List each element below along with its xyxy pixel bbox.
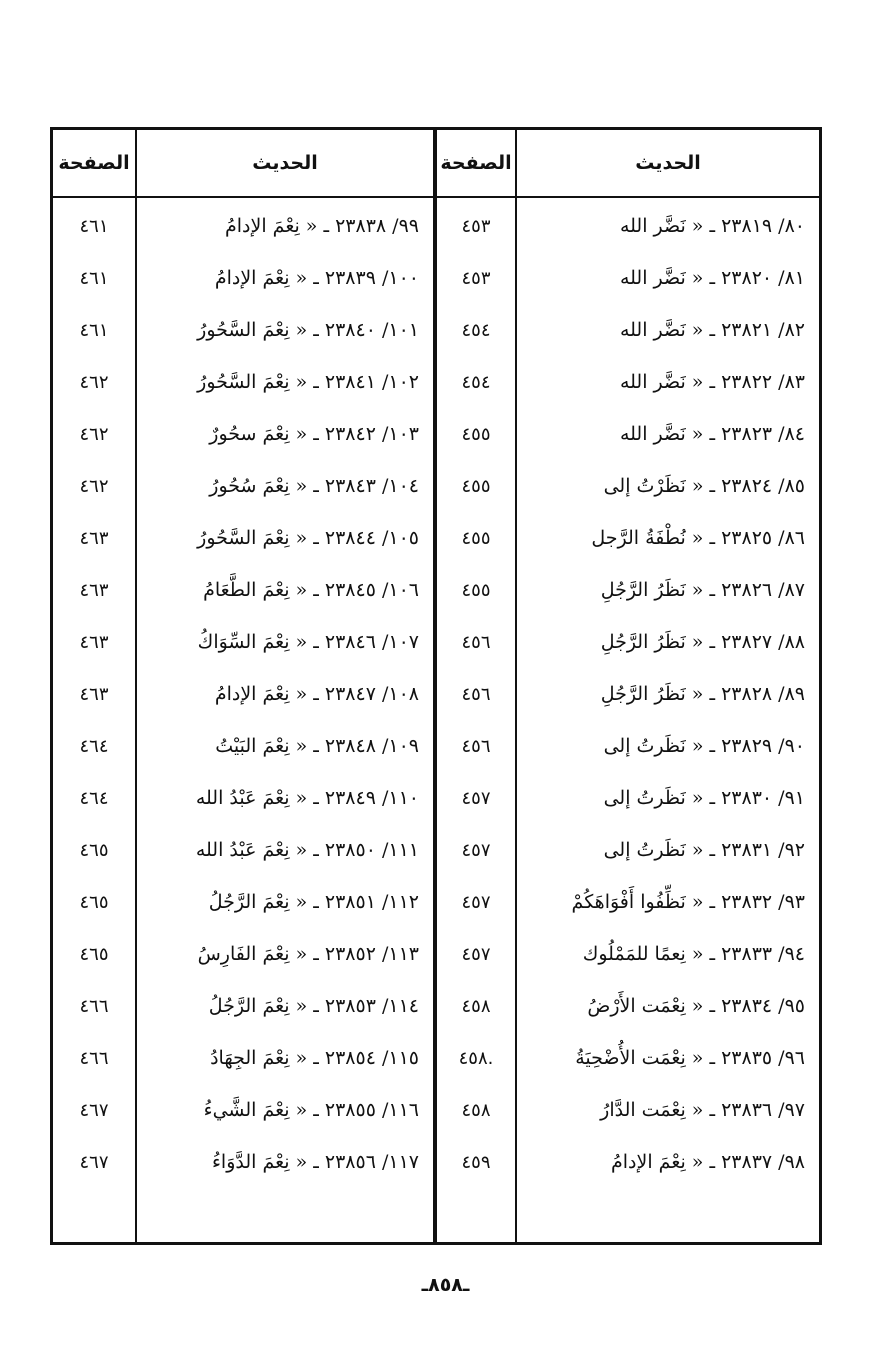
right-page-number: ٤٥٨ [461,995,491,1017]
right-page-number: ٤٥٣ [461,267,491,289]
right-page-number: ٤٥٦ [461,735,491,757]
left-hadith-entry: ١٠٧/ ٢٣٨٤٦ ـ « نِعْمَ السِّوَاكُ [197,631,419,653]
left-hadith-entry: ١٠١/ ٢٣٨٤٠ ـ « نِعْمَ السَّحُورُ [197,319,419,341]
left-hadith-entry: ١١٦/ ٢٣٨٥٥ ـ « نِعْمَ الشَّيءُ [203,1099,419,1121]
left-page-number: ٤٦٣ [79,631,109,653]
left-hadith-entry: ١٠٩/ ٢٣٨٤٨ ـ « نِعْمَ البَيْتُ [215,735,419,757]
right-hadith-entry: ٩١/ ٢٣٨٣٠ ـ « نَظَرتُ إلى [603,787,805,809]
table-row [53,880,819,924]
left-hadith-entry: ١٠٥/ ٢٣٨٤٤ ـ « نِعْمَ السَّحُورُ [197,527,419,549]
right-hadith-entry: ٨٥/ ٢٣٨٢٤ ـ « نَظَرْتُ إلى [603,475,805,497]
left-page-number: ٤٦٥ [79,943,109,965]
left-hadith-entry: ١١٢/ ٢٣٨٥١ ـ « نِعْمَ الرَّجُلُ [208,891,419,913]
table-row [53,308,819,352]
table-row [53,204,819,248]
right-page-number: ٤٥٧ [461,943,491,965]
left-page-number: ٤٦١ [79,319,109,341]
right-hadith-entry: ٩٠/ ٢٣٨٢٩ ـ « نَظَرتُ إلى [603,735,805,757]
right-page-number: ٤٥٥ [461,579,491,601]
left-hadith-entry: ٩٩/ ٢٣٨٣٨ ـ « نِعْمَ الإدامُ [225,215,419,237]
right-hadith-entry: ٨٧/ ٢٣٨٢٦ ـ « نَظَرُ الرَّجُلِ [600,579,805,601]
right-page-number: ٤٥٦ [461,683,491,705]
right-hadith-entry: ٨٤/ ٢٣٨٢٣ ـ « نَضَّر الله [619,423,805,445]
left-page-number: ٤٦١ [79,267,109,289]
right-page-number: ٤٥٧ [461,839,491,861]
right-page-number: ٤٥٩ [461,1151,491,1173]
left-page-number: ٤٦٢ [79,371,109,393]
left-hadith-entry: ١٠٦/ ٢٣٨٤٥ ـ « نِعْمَ الطَّعَامُ [203,579,419,601]
table-row [53,412,819,456]
right-page-number: ٤٥٧ [461,787,491,809]
right-hadith-entry: ٩٧/ ٢٣٨٣٦ ـ « نِعْمَت الدَّارُ [600,1099,805,1121]
left-hadith-entry: ١٠٤/ ٢٣٨٤٣ ـ « نِعْمَ سُحُورُ [209,475,419,497]
right-hadith-entry: ٩٨/ ٢٣٨٣٧ ـ « نِعْمَ الإدامُ [611,1151,805,1173]
left-page-number: ٤٦٧ [79,1099,109,1121]
right-hadith-entry: ٩٢/ ٢٣٨٣١ ـ « نَظَرتُ إلى [603,839,805,861]
header-left-page: الصفحة [58,152,130,174]
left-page-number: ٤٦٤ [79,787,109,809]
left-page-number: ٤٦٣ [79,579,109,601]
table-row [53,776,819,820]
left-page-number: ٤٦٧ [79,1151,109,1173]
table-row [53,620,819,664]
right-hadith-entry: ٩٤/ ٢٣٨٣٣ ـ « نِعمًا للمَمْلُوك [582,943,805,965]
left-hadith-entry: ١٠٨/ ٢٣٨٤٧ ـ « نِعْمَ الإدامُ [214,683,419,705]
right-page-number: ٤٥٥ [461,475,491,497]
table-row [53,464,819,508]
header-right-hadith: الحديث [635,152,701,174]
right-hadith-entry: ٨٢/ ٢٣٨٢١ ـ « نَضَّر الله [619,319,805,341]
right-page-number: ٤٥٥ [461,423,491,445]
table-row [53,1140,819,1184]
left-page-number: ٤٦٣ [79,683,109,705]
right-hadith-entry: ٩٣/ ٢٣٨٣٢ ـ « نَظِّفُوا أَفْوَاهَكُمْ [571,891,805,913]
left-page-number: ٤٦٥ [79,891,109,913]
right-page-number: ٤٥٤ [461,319,491,341]
left-page-number: ٤٦٦ [79,995,109,1017]
table-row [53,1088,819,1132]
left-hadith-entry: ١١٠/ ٢٣٨٤٩ ـ « نِعْمَ عَبْدُ الله [195,787,419,809]
left-hadith-entry: ١٠٢/ ٢٣٨٤١ ـ « نِعْمَ السَّحُورُ [197,371,419,393]
right-hadith-entry: ٩٦/ ٢٣٨٣٥ ـ « نِعْمَت الأُضْحِيَةُ [575,1047,805,1069]
left-hadith-entry: ١١١/ ٢٣٨٥٠ ـ « نِعْمَ عَبْدُ الله [195,839,419,861]
left-page-number: ٤٦٣ [79,527,109,549]
right-hadith-entry: ٩٥/ ٢٣٨٣٤ ـ « نِعْمَت الأَرْضُ [587,995,805,1017]
left-page-number: ٤٦٥ [79,839,109,861]
left-hadith-entry: ١١٧/ ٢٣٨٥٦ ـ « نِعْمَ الدَّوَاءُ [212,1151,419,1173]
left-hadith-entry: ١١٤/ ٢٣٨٥٣ ـ « نِعْمَ الرَّجُلُ [208,995,419,1017]
page-number: ـ٨٥٨ـ [421,1274,470,1296]
left-hadith-entry: ١٠٣/ ٢٣٨٤٢ ـ « نِعْمَ سحُورٌ [209,423,419,445]
left-page-number: ٤٦٦ [79,1047,109,1069]
right-page-number: ٤٥٨ [461,1099,491,1121]
left-page-number: ٤٦١ [79,215,109,237]
right-page-number: ٤٥٥ [461,527,491,549]
left-page-number: ٤٦٢ [79,475,109,497]
left-hadith-entry: ١١٥/ ٢٣٨٥٤ ـ « نِعْمَ الجِهَادُ [210,1047,419,1069]
table-row [53,568,819,612]
right-hadith-entry: ٨٨/ ٢٣٨٢٧ ـ « نَظَرُ الرَّجُلِ [600,631,805,653]
right-page-number: ٤٥٨. [458,1047,494,1069]
right-page-number: ٤٥٦ [461,631,491,653]
table-row [53,932,819,976]
index-table [50,127,822,1245]
right-hadith-entry: ٨٦/ ٢٣٨٢٥ ـ « نُطْفَةُ الرَّجل [591,527,805,549]
header-left-hadith: الحديث [252,152,318,174]
right-hadith-entry: ٨١/ ٢٣٨٢٠ ـ « نَضَّر الله [619,267,805,289]
left-hadith-entry: ١٠٠/ ٢٣٨٣٩ ـ « نِعْمَ الإدامُ [214,267,419,289]
table-row [53,516,819,560]
table-row [53,360,819,404]
header-rule [53,196,819,198]
right-page-number: ٤٥٤ [461,371,491,393]
left-page-number: ٤٦٤ [79,735,109,757]
table-row [53,724,819,768]
header-right-page: الصفحة [440,152,512,174]
table-row [53,1036,819,1080]
table-row [53,984,819,1028]
right-page-number: ٤٥٧ [461,891,491,913]
table-row [53,828,819,872]
left-hadith-entry: ١١٣/ ٢٣٨٥٢ ـ « نِعْمَ الفَارِسُ [197,943,419,965]
right-hadith-entry: ٨٩/ ٢٣٨٢٨ ـ « نَظَرُ الرَّجُلِ [600,683,805,705]
right-hadith-entry: ٨٠/ ٢٣٨١٩ ـ « نَضَّر الله [619,215,805,237]
right-page-number: ٤٥٣ [461,215,491,237]
right-hadith-entry: ٨٣/ ٢٣٨٢٢ ـ « نَضَّر الله [619,371,805,393]
table-row [53,256,819,300]
table-row [53,672,819,716]
left-page-number: ٤٦٢ [79,423,109,445]
